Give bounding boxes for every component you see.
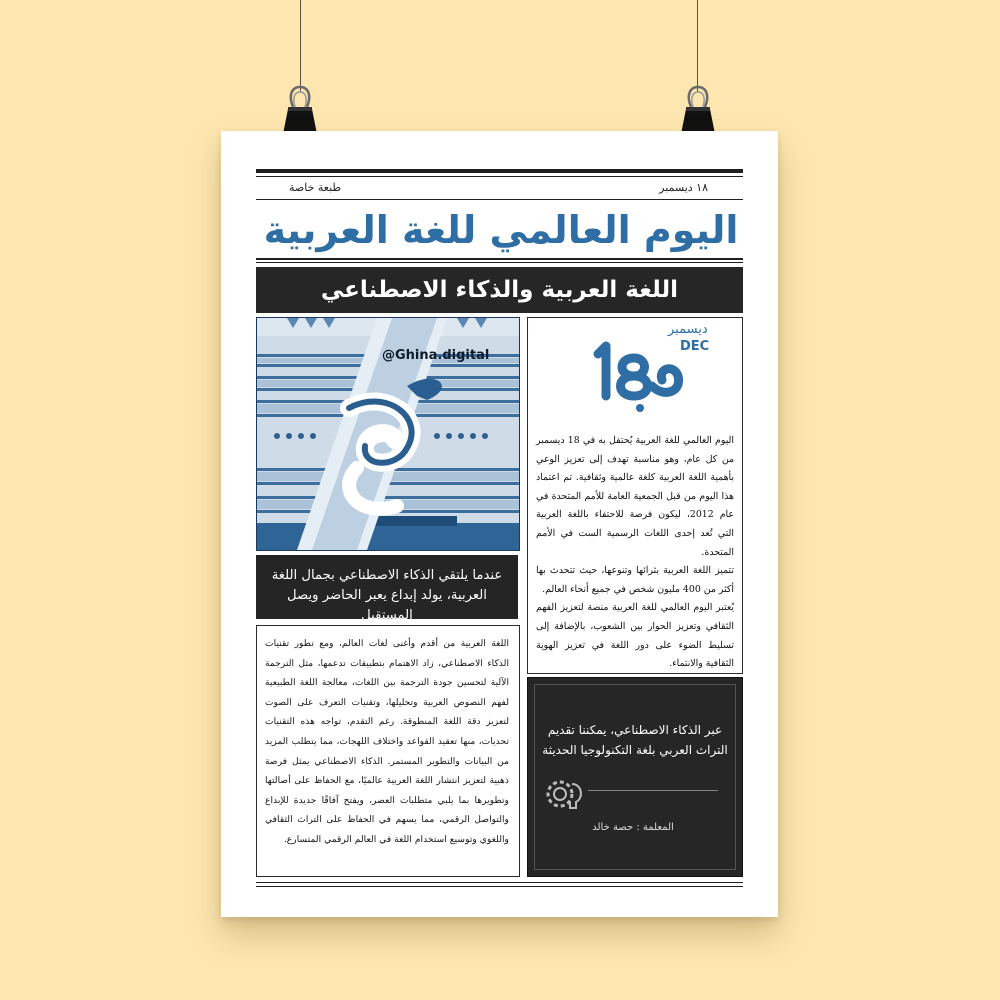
right-article-box <box>527 317 743 674</box>
top-rule-thick <box>256 169 743 173</box>
quote-author: المعلمة : حصة خالد <box>592 822 674 833</box>
header-edition: طبعة خاصة <box>289 181 342 194</box>
headline-bar: اللغة العربية والذكاء الاصطناعي <box>256 267 743 313</box>
masthead-rule-1 <box>256 258 743 260</box>
quote-divider <box>588 790 718 791</box>
date-badge-day <box>538 328 539 329</box>
date-badge-month-en: DEC <box>680 339 710 354</box>
date-badge-month-ar: ديسمبر <box>668 322 708 337</box>
artwork-panel <box>256 317 520 551</box>
caption-bar <box>256 555 518 623</box>
hanging-string-left <box>300 0 301 92</box>
bottom-rule-1 <box>256 882 743 883</box>
newspaper-poster <box>221 131 778 917</box>
header-rule <box>256 199 743 200</box>
top-rule-thin <box>256 176 743 177</box>
left-article-box <box>256 625 520 877</box>
right-article-paragraph: يُعتبر اليوم العالمي للغة العربية منصة لتعزيز الفهم الثقافي وتعزيز الحوار بين الشعوب، بالإضافة إلى تسليط الضوء على دور اللغة في تعزيز الهوية الثقافية والانتماء. <box>536 602 734 670</box>
gear-lightbulb-icon <box>542 772 586 816</box>
right-article-paragraph: اليوم العالمي للغة العربية يُحتفل به في 18 ديسمبر من كل عام، وهو مناسبة تهدف إلى تعزيز الوعي بأهمية اللغة العربية كلغة عالمية وثقافية. تم اعتماد هذا اليوم من قبل الجمعية العامة للأمم المتحدة في عام 2012، ليكون فرصة للاحتفاء باللغة العربية التي تُعد إحدى اللغات الرسمية الست في الأمم المتحدة. <box>536 435 734 558</box>
masthead-title: اليوم العالمي للغة العربية <box>263 208 739 252</box>
artist-handle: @Ghina.digital <box>382 348 490 363</box>
quote-text: عبر الذكاء الاصطناعي، يمكننا تقديم التراث العربي بلغة التكنولوجيا الحديثة <box>542 723 728 757</box>
right-article-paragraph: تتميز اللغة العربية بثرائها وتنوعها، حيث تتحدث بها أكثر من 400 مليون شخص في جميع أنحاء العالم. <box>536 565 734 595</box>
quote-box <box>527 677 743 877</box>
header-date: ١٨ ديسمبر <box>659 181 708 194</box>
bottom-rule-2 <box>256 886 743 887</box>
masthead-rule-2 <box>256 262 743 263</box>
right-article-text <box>536 432 734 674</box>
date-badge-18-dec-icon <box>578 324 698 416</box>
caption-text: عندما يلتقي الذكاء الاصطناعي بجمال اللغة العربية، يولد إبداع يعبر الحاضر ويصل المستقبل <box>271 568 503 623</box>
hanging-string-right <box>697 0 698 92</box>
left-article-text: اللغة العربية من أقدم وأغنى لغات العالم، ومع تطور تقنيات الذكاء الاصطناعي، زاد الاهتمام بتطبيقات تدعمها، مثل الترجمة الآلية لتحسين جودة الترجمة بين اللغات، معالجة اللغة الطبيعية لفهم النصوص العربية وتحليلها، وتقنيات التعرف على الصوت لتعزيز دقة اللغة المنطوقة. رغم التقدم، تواجه هذه التقنيات تحديات، منها تعقيد القواعد واختلاف اللهجات، مما يتطلب المزيد من البيانات والتطوير المستمر. الذكاء الاصطناعي يمثل فرصة ذهبية لتعزيز انتشار اللغة العربية عالميًا، مع الحفاظ على أصالتها وتطويرها بما يلبي متطلبات العصر، ويفتح آفاقًا جديدة للإبداع والتواصل الرقمي، مما يسهم في الحفاظ على التراث الثقافي واللغوي وتوسيع استخدام اللغة في العالم الرقمي المتسارع. <box>265 638 509 845</box>
